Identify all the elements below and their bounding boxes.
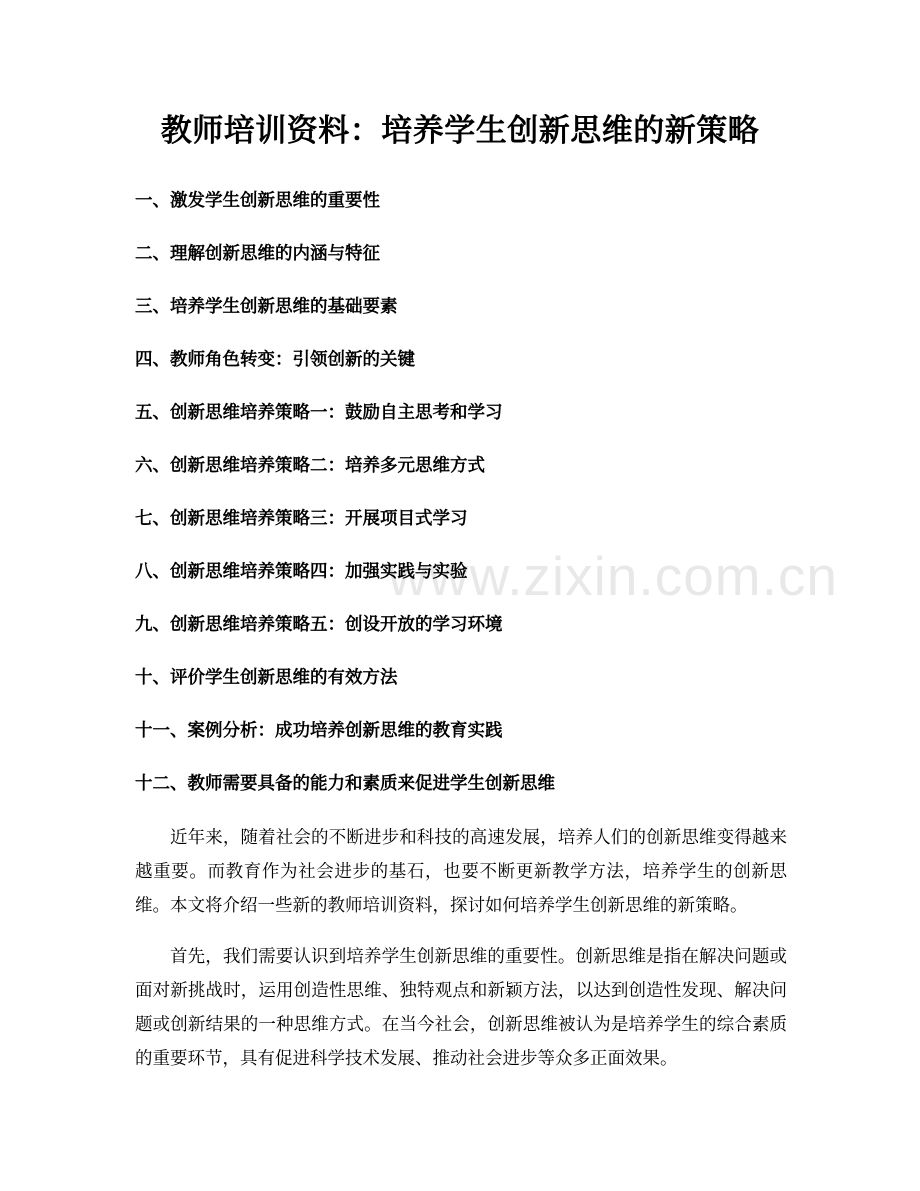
watermark: www.zixin.com.cn	[388, 545, 838, 607]
body-paragraph: 首先，我们需要认识到培养学生创新思维的重要性。创新思维是指在解决问题或面对新挑战时，运用创造性思维、独特观点和新颖方法，以达到创造性发现、解决问题或创新结果的一种思维方式。在当今社会，创新思维被认为是培养学生的综合素质的重要环节，具有促进科学技术发展、推动社会进步等众多正面效果。	[135, 947, 787, 1069]
toc-item: 六、创新思维培养策略二：培养多元思维方式	[135, 456, 485, 476]
toc-item: 八、创新思维培养策略四：加强实践与实验	[135, 562, 468, 582]
document-title: 教师培训资料：培养学生创新思维的新策略	[160, 113, 760, 149]
toc-item: 九、创新思维培养策略五：创设开放的学习环境	[135, 615, 503, 635]
toc-item: 四、教师角色转变：引领创新的关键	[135, 350, 415, 370]
toc-item: 五、创新思维培养策略一：鼓励自主思考和学习	[135, 403, 503, 423]
toc-item: 一、激发学生创新思维的重要性	[135, 191, 380, 211]
toc-item: 七、创新思维培养策略三：开展项目式学习	[135, 509, 468, 529]
body-paragraph: 近年来，随着社会的不断进步和科技的高速发展，培养人们的创新思维变得越来越重要。而教育作为社会进步的基石，也要不断更新教学方法，培养学生的创新思维。本文将介绍一些新的教师培训资料，探讨如何培养学生创新思维的新策略。	[135, 828, 787, 916]
toc-item: 三、培养学生创新思维的基础要素	[135, 297, 398, 317]
toc-item: 二、理解创新思维的内涵与特征	[135, 244, 380, 264]
toc-item: 十、评价学生创新思维的有效方法	[135, 668, 398, 688]
table-of-contents	[135, 187, 795, 823]
toc-item: 十一、案例分析：成功培养创新思维的教育实践	[135, 721, 503, 741]
toc-item: 十二、教师需要具备的能力和素质来促进学生创新思维	[135, 774, 555, 794]
